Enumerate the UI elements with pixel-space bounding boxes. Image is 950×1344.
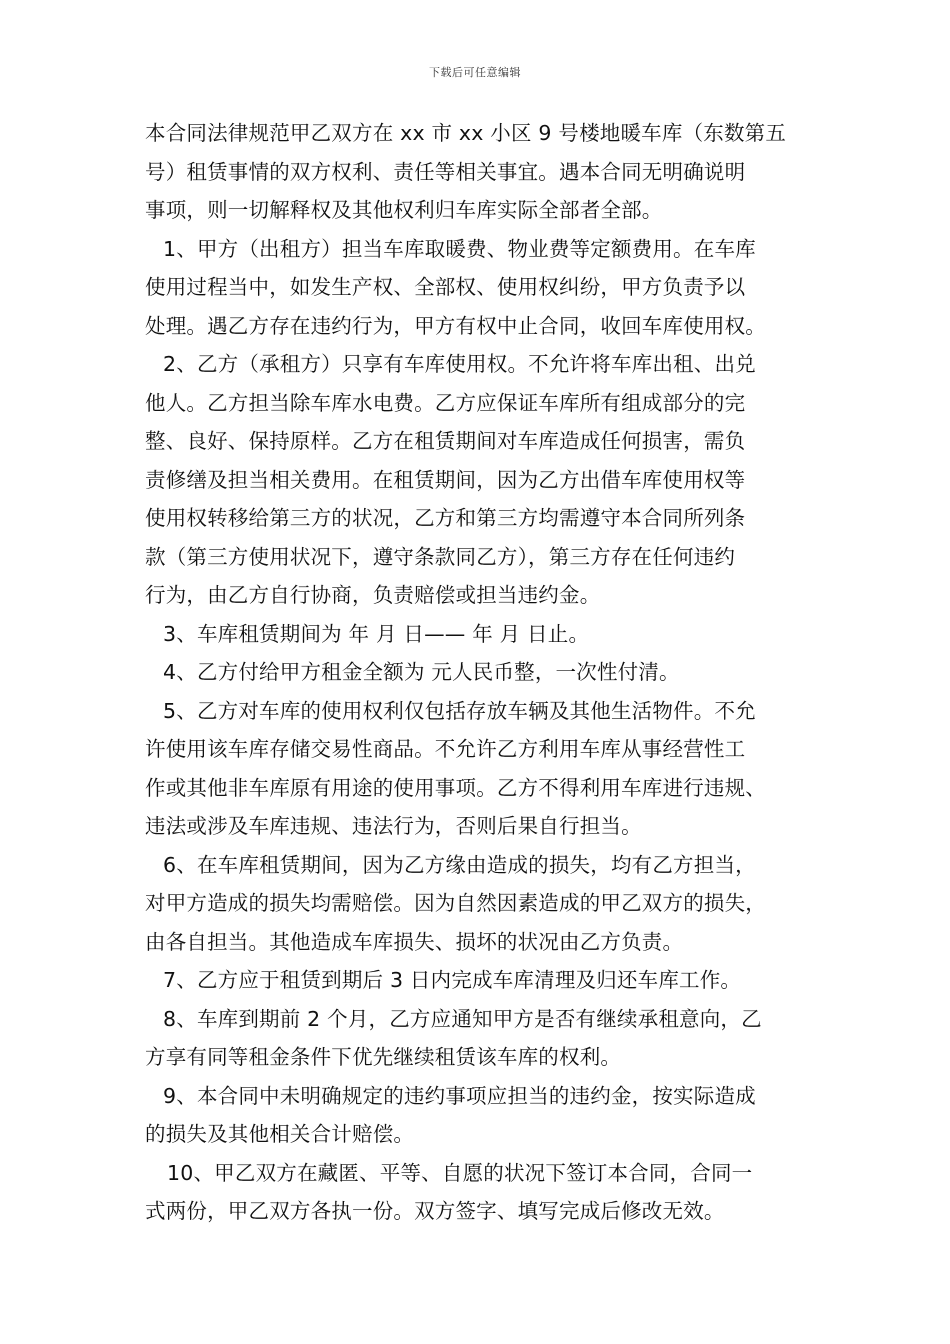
clause-8-line: 8、车库到期前 2 个月，乙方应通知甲方是否有继续承租意向，乙	[163, 1006, 762, 1031]
text-line: 号）租赁事情的双方权利、责任等相关事宜。遇本合同无明确说明	[145, 159, 746, 184]
text-line: 款（第三方使用状况下，遵守条款同乙方），第三方存在任何违约	[145, 544, 736, 569]
text-line: 处理。遇乙方存在违约行为，甲方有权中止合同，收回车库使用权。	[145, 313, 766, 338]
clause-2-line: 2、乙方（承租方）只享有车库使用权。不允许将车库出租、出兑	[163, 352, 756, 376]
text-line: 整、良好、保持原样。乙方在租赁期间对车库造成任何损害，需负	[145, 429, 746, 453]
text-line: 许使用该车库存储交易性商品。不允许乙方利用车库从事经营性工	[145, 737, 746, 761]
text-line: 使用过程当中，如发生产权、全部权、使用权纠纷，甲方负责予以	[145, 275, 746, 299]
text-line: 违法或涉及车库违规、违法行为，否则后果自行担当。	[145, 814, 642, 838]
clause-5-line: 5、乙方对车库的使用权利仅包括存放车辆及其他生活物件。不允	[163, 698, 756, 723]
text-line: 方享有同等租金条件下优先继续租赁该车库的权利。	[145, 1045, 622, 1069]
clause-3-line: 3、车库租赁期间为 年 月 日—— 年 月 日止。	[163, 621, 590, 646]
text-line: 由各自担当。其他造成车库损失、损坏的状况由乙方负责。	[145, 929, 684, 954]
clause-10-line: 10、甲乙双方在藏匿、平等、自愿的状况下签订本合同，合同一	[167, 1160, 753, 1185]
text-line: 使用权转移给第三方的状况，乙方和第三方均需遵守本合同所列条	[145, 506, 746, 530]
clause-1-line: 1、甲方（出租方）担当车库取暖费、物业费等定额费用。在车库	[163, 236, 756, 261]
text-line: 责修缮及担当相关费用。在租赁期间，因为乙方出借车库使用权等	[145, 467, 746, 492]
text-line: 式两份，甲乙双方各执一份。双方签字、填写完成后修改无效。	[145, 1199, 725, 1223]
text-line: 对甲方造成的损失均需赔偿。因为自然因素造成的甲乙双方的损失，	[145, 891, 766, 915]
header-note: 下载后可任意编辑	[429, 66, 521, 79]
text-line: 行为，由乙方自行协商，负责赔偿或担当违约金。	[145, 583, 601, 607]
text-line: 的损失及其他相关合计赔偿。	[145, 1122, 415, 1146]
text-line: 本合同法律规范甲乙双方在 xx 市 xx 小区 9 号楼地暖车库（东数第五	[145, 121, 787, 145]
clause-7-line: 7、乙方应于租赁到期后 3 日内完成车库清理及归还车库工作。	[163, 968, 742, 992]
clause-9-line: 9、本合同中未明确规定的违约事项应担当的违约金，按实际造成	[163, 1083, 756, 1108]
text-line: 作或其他非车库原有用途的使用事项。乙方不得利用车库进行违规、	[145, 775, 766, 800]
clause-4-line: 4、乙方付给甲方租金全额为 元人民币整，一次性付清。	[163, 660, 680, 684]
text-line: 他人。乙方担当除车库水电费。乙方应保证车库所有组成部分的完	[145, 390, 746, 415]
clause-6-line: 6、在车库租赁期间，因为乙方缘由造成的损失，均有乙方担当，	[163, 852, 756, 877]
text-line: 事项，则一切解释权及其他权利归车库实际全部者全部。	[145, 198, 663, 222]
contract-body	[145, 114, 809, 1231]
